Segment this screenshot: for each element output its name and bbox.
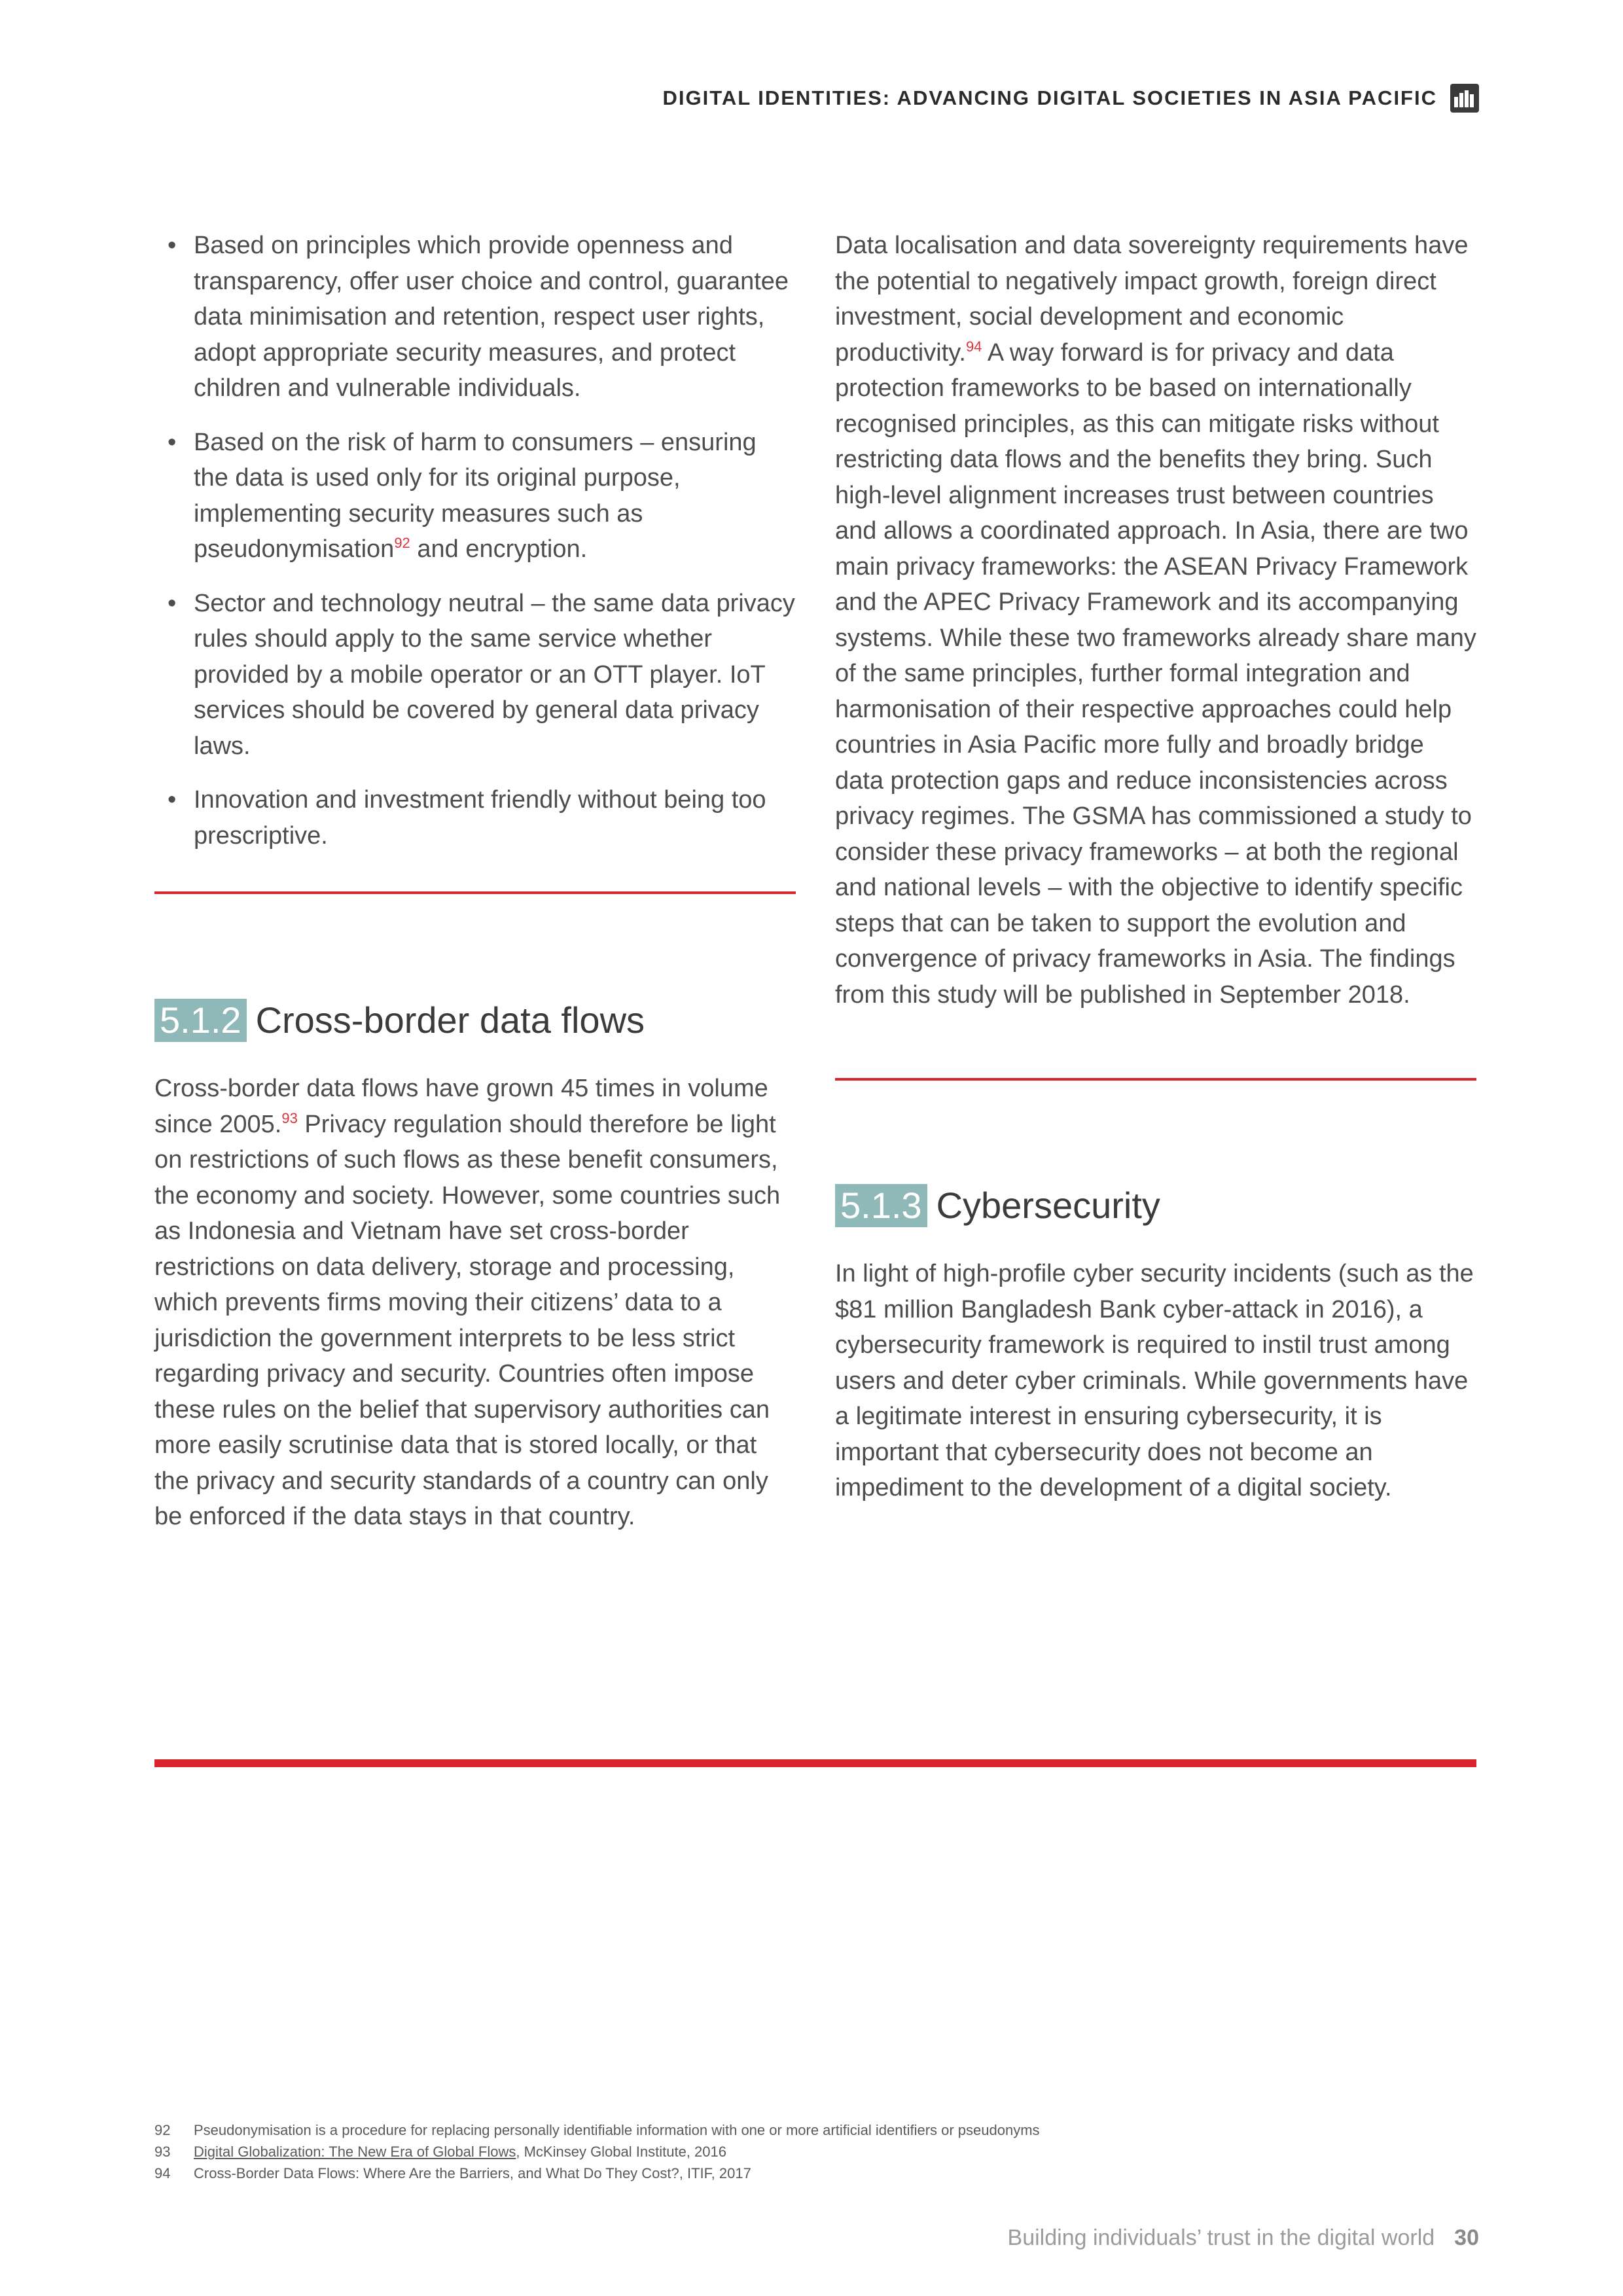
section-divider [835,1078,1476,1081]
section-number: 5.1.3 [835,1184,927,1227]
content-end-rule [154,1759,1476,1767]
cross-border-paragraph: Cross-border data flows have grown 45 times in volume since 2005.93 Privacy regulation should therefore be light on restrictions of such flows as these benefit consumers, the economy and society. However, some countries such as Indonesia and Vietnam have set cross-border restrictions on data delivery, storage and processing, which prevents firms moving their citizens’ data to a jurisdiction the government interprets to be less strict regarding privacy and security. Countries often impose these rules on the belief that supervisory authorities can more easily scrutinise data that is stored locally, or that the privacy and security standards of a country can only be enforced if the data stays in that country. [154,1075,781,1530]
footnote-94: 94 Cross-Border Data Flows: Where Are the Barriers, and What Do They Cost?, ITIF, 2017 [154,2165,751,2181]
cybersecurity-paragraph: In light of high-profile cyber security incidents (such as the $81 million Bangladesh Bank cyber-attack in 2016), a cybersecurity framework is required to instil trust among users and deter cyber criminals. While governments have a legitimate interest in ensuring cybersecurity, it is important that cybersecurity does not become an impediment to the development of a digital society. [835,1260,1474,1501]
bullet-icon: • [168,232,177,259]
footnotes [154,2119,1398,2184]
list-item: • Based on principles which provide openness and transparency, offer user choice and control, guarantee data minimisation and retention, respect user rights, adopt appropriate security measures, and protect children and vulnerable individuals. [168,228,796,406]
section-title: Cybersecurity [936,1185,1160,1226]
footnote-ref-92[interactable]: 92 [394,535,410,551]
section-heading-5-1-2 [154,999,796,1042]
header-title: DIGITAL IDENTITIES: ADVANCING DIGITAL SOCIETIES IN ASIA PACIFIC [662,86,1437,109]
bullet-icon: • [168,589,177,617]
list-item: • Sector and technology neutral – the same data privacy rules should apply to the same service whether provided by a mobile operator or an OTT player. IoT services should be covered by general data privacy laws. [168,586,796,764]
principles-list [168,228,796,853]
section-number: 5.1.2 [154,999,247,1042]
footnote-ref-93[interactable]: 93 [281,1109,298,1126]
left-column [154,228,796,1535]
section-divider [154,891,796,894]
section-heading-5-1-3 [835,1184,1476,1227]
footnote-ref-94[interactable]: 94 [965,338,982,355]
section-title: Cross-border data flows [255,999,645,1041]
right-column [835,228,1476,1506]
footnote-92: 92 Pseudonymisation is a procedure for replacing personally identifiable information with one or more artificial identifiers or pseudonyms [154,2122,1040,2138]
footer-title: Building individuals’ trust in the digital world [1007,2225,1435,2250]
footnote-93: 93 Digital Globalization: The New Era of Global Flows, McKinsey Global Institute, 2016 [154,2144,726,2160]
page-footer [1008,2225,1479,2251]
gsma-logo-icon [1450,84,1479,113]
data-localisation-paragraph: Data localisation and data sovereignty requirements have the potential to negatively impact growth, foreign direct investment, social development and economic productivity.$^{94}$ A way forward is for privacy and data protection frameworks to be based on internationally recognised principles, as this can mitigate risks without restricting data flows and the benefits they bring. Such high-level alignment increases trust between countries and allows a coordinated approach. In Asia, there are two main privacy frameworks: the ASEAN Privacy Framework and the APEC Privacy Framework and its accompanying systems. While these two frameworks already share many of the same principles, further formal integration and harmonisation of their respective approaches could help countries in Asia Pacific more fully and broadly bridge data protection gaps and reduce inconsistencies across privacy regimes. The GSMA has commissioned a study to consider these privacy frameworks – at both the regional and national levels – with the objective to identify specific steps that can be taken to support the evolution and convergence of privacy frameworks in Asia. The findings from this study will be published in September 2018. [835,232,1476,1009]
list-item: • Based on the risk of harm to consumers – ensuring the data is used only for its original purpose, implementing security measures such as pseudonymisation$^{92}$ and encryption. [168,425,796,567]
page-number: 30 [1454,2225,1479,2250]
page-header [663,79,1479,118]
footnote-link[interactable]: Digital Globalization: The New Era of Global Flows [194,2144,516,2160]
bullet-icon: • [168,786,177,814]
list-item: • Innovation and investment friendly without being too prescriptive. [168,782,796,853]
bullet-icon: • [168,428,177,456]
